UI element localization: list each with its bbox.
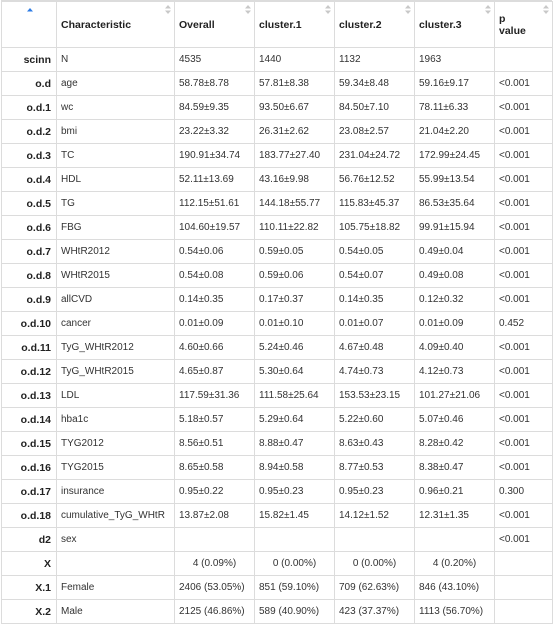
cell-cluster-3: 1963 [415, 48, 495, 72]
cell-overall: 13.87±2.08 [175, 504, 255, 528]
cell-p-value: <0.001 [495, 336, 553, 360]
row-name-cell: o.d.17 [2, 480, 57, 504]
cell-cluster-2: 84.50±7.10 [335, 96, 415, 120]
cell-cluster-1: 5.30±0.64 [255, 360, 335, 384]
cell-characteristic: hba1c [57, 408, 175, 432]
table-row [2, 384, 553, 408]
cell-overall: 2406 (53.05%) [175, 576, 255, 600]
cell-overall: 190.91±34.74 [175, 144, 255, 168]
cell-cluster-3: 4.12±0.73 [415, 360, 495, 384]
cell-cluster-2: 23.08±2.57 [335, 120, 415, 144]
row-name-cell: o.d.8 [2, 264, 57, 288]
cell-cluster-3: 4 (0.20%) [415, 552, 495, 576]
cell-p-value: <0.001 [495, 144, 553, 168]
cell-cluster-3: 0.49±0.04 [415, 240, 495, 264]
cell-cluster-1: 93.50±6.67 [255, 96, 335, 120]
row-name-cell: o.d [2, 72, 57, 96]
table-row [2, 144, 553, 168]
cell-cluster-3: 8.38±0.47 [415, 456, 495, 480]
cell-cluster-2: 0 (0.00%) [335, 552, 415, 576]
cell-characteristic: LDL [57, 384, 175, 408]
table-row [2, 360, 553, 384]
cell-overall: 0.54±0.08 [175, 264, 255, 288]
cell-cluster-3: 101.27±21.06 [415, 384, 495, 408]
row-name-cell: o.d.4 [2, 168, 57, 192]
table-row [2, 216, 553, 240]
column-header-rownames[interactable] [2, 2, 57, 48]
cell-cluster-1: 111.58±25.64 [255, 384, 335, 408]
cell-cluster-3: 5.07±0.46 [415, 408, 495, 432]
row-name-cell: o.d.3 [2, 144, 57, 168]
cell-cluster-2: 1132 [335, 48, 415, 72]
cell-overall [175, 528, 255, 552]
cell-cluster-1: 0.17±0.37 [255, 288, 335, 312]
cell-cluster-3: 0.12±0.32 [415, 288, 495, 312]
cell-p-value: <0.001 [495, 72, 553, 96]
row-name-cell: o.d.6 [2, 216, 57, 240]
cell-cluster-1: 0.59±0.06 [255, 264, 335, 288]
cell-cluster-3: 21.04±2.20 [415, 120, 495, 144]
cell-cluster-1: 5.24±0.46 [255, 336, 335, 360]
table-row [2, 504, 553, 528]
sort-icon[interactable] [245, 5, 251, 14]
cell-cluster-1: 1440 [255, 48, 335, 72]
cell-cluster-3: 55.99±13.54 [415, 168, 495, 192]
row-name-cell: X [2, 552, 57, 576]
cell-characteristic: WHtR2015 [57, 264, 175, 288]
sort-icon[interactable] [543, 5, 549, 14]
cell-characteristic: cancer [57, 312, 175, 336]
column-header-label: cluster.1 [259, 18, 302, 31]
cell-overall: 8.65±0.58 [175, 456, 255, 480]
cell-cluster-1: 183.77±27.40 [255, 144, 335, 168]
table-body [2, 48, 553, 624]
column-header-overall[interactable] [175, 2, 255, 48]
column-header-label: cluster.2 [339, 18, 382, 31]
cell-overall: 4 (0.09%) [175, 552, 255, 576]
row-name-cell: o.d.13 [2, 384, 57, 408]
cell-cluster-2: 0.01±0.07 [335, 312, 415, 336]
row-name-cell: X.2 [2, 600, 57, 624]
cell-cluster-1: 26.31±2.62 [255, 120, 335, 144]
cell-cluster-3: 12.31±1.35 [415, 504, 495, 528]
cell-cluster-2: 59.34±8.48 [335, 72, 415, 96]
cell-characteristic: wc [57, 96, 175, 120]
table-row [2, 336, 553, 360]
cell-overall: 84.59±9.35 [175, 96, 255, 120]
cell-cluster-2: 709 (62.63%) [335, 576, 415, 600]
cell-cluster-2: 5.22±0.60 [335, 408, 415, 432]
cell-cluster-2: 4.74±0.73 [335, 360, 415, 384]
cell-cluster-1: 0.01±0.10 [255, 312, 335, 336]
cell-cluster-1: 8.94±0.58 [255, 456, 335, 480]
cell-overall: 4535 [175, 48, 255, 72]
cell-p-value: <0.001 [495, 120, 553, 144]
cell-overall: 4.60±0.66 [175, 336, 255, 360]
table-row [2, 552, 553, 576]
cell-characteristic: FBG [57, 216, 175, 240]
cell-p-value: 0.300 [495, 480, 553, 504]
cell-overall: 5.18±0.57 [175, 408, 255, 432]
cell-characteristic: TG [57, 192, 175, 216]
cell-overall: 23.22±3.32 [175, 120, 255, 144]
table-row [2, 192, 553, 216]
column-header-cluster-1[interactable] [255, 2, 335, 48]
sort-icon[interactable] [325, 5, 331, 14]
table-row [2, 264, 553, 288]
sort-icon[interactable] [165, 5, 171, 14]
cell-p-value [495, 48, 553, 72]
cell-cluster-2: 4.67±0.48 [335, 336, 415, 360]
cell-cluster-2: 56.76±12.52 [335, 168, 415, 192]
cell-p-value [495, 576, 553, 600]
cell-cluster-1: 110.11±22.82 [255, 216, 335, 240]
cell-cluster-3: 8.28±0.42 [415, 432, 495, 456]
table-row [2, 456, 553, 480]
cell-characteristic: allCVD [57, 288, 175, 312]
cell-characteristic: insurance [57, 480, 175, 504]
row-name-cell: o.d.9 [2, 288, 57, 312]
cell-characteristic: Female [57, 576, 175, 600]
row-name-cell: o.d.18 [2, 504, 57, 528]
sort-icon[interactable] [405, 5, 411, 14]
cell-p-value: <0.001 [495, 288, 553, 312]
cell-overall: 0.95±0.22 [175, 480, 255, 504]
column-header-label: Characteristic [61, 18, 132, 31]
cell-characteristic: TC [57, 144, 175, 168]
cell-cluster-2: 8.77±0.53 [335, 456, 415, 480]
table-row [2, 96, 553, 120]
cell-cluster-2: 153.53±23.15 [335, 384, 415, 408]
cell-characteristic: TyG_WHtR2012 [57, 336, 175, 360]
cell-cluster-3: 0.01±0.09 [415, 312, 495, 336]
cell-cluster-2: 423 (37.37%) [335, 600, 415, 624]
cell-p-value: <0.001 [495, 384, 553, 408]
row-name-cell: o.d.2 [2, 120, 57, 144]
cell-cluster-1: 57.81±8.38 [255, 72, 335, 96]
row-name-cell: X.1 [2, 576, 57, 600]
sort-ascending-icon[interactable] [27, 8, 33, 17]
column-header-label: Overall [179, 18, 215, 31]
row-name-cell: o.d.11 [2, 336, 57, 360]
cell-cluster-3: 846 (43.10%) [415, 576, 495, 600]
cell-characteristic: TYG2012 [57, 432, 175, 456]
cell-characteristic: bmi [57, 120, 175, 144]
cell-cluster-3: 0.96±0.21 [415, 480, 495, 504]
cell-characteristic [57, 552, 175, 576]
column-header-label: cluster.3 [419, 18, 462, 31]
cell-p-value: <0.001 [495, 360, 553, 384]
column-header-cluster-2[interactable] [335, 2, 415, 48]
cell-cluster-1: 0 (0.00%) [255, 552, 335, 576]
cell-overall: 117.59±31.36 [175, 384, 255, 408]
cell-cluster-3: 59.16±9.17 [415, 72, 495, 96]
table-row [2, 72, 553, 96]
cell-characteristic: HDL [57, 168, 175, 192]
cell-p-value: <0.001 [495, 216, 553, 240]
cell-cluster-2: 105.75±18.82 [335, 216, 415, 240]
cell-cluster-3: 4.09±0.40 [415, 336, 495, 360]
table-row [2, 600, 553, 624]
cell-p-value: <0.001 [495, 504, 553, 528]
cell-cluster-1: 5.29±0.64 [255, 408, 335, 432]
row-name-cell: o.d.16 [2, 456, 57, 480]
cell-cluster-3: 99.91±15.94 [415, 216, 495, 240]
cell-p-value: <0.001 [495, 456, 553, 480]
cell-overall: 0.01±0.09 [175, 312, 255, 336]
cell-cluster-1: 851 (59.10%) [255, 576, 335, 600]
cell-cluster-1: 0.59±0.05 [255, 240, 335, 264]
column-header-p-value[interactable] [495, 2, 553, 48]
cell-cluster-2: 8.63±0.43 [335, 432, 415, 456]
cell-overall: 8.56±0.51 [175, 432, 255, 456]
cell-cluster-2: 0.14±0.35 [335, 288, 415, 312]
cell-p-value: 0.452 [495, 312, 553, 336]
cell-characteristic: age [57, 72, 175, 96]
cell-cluster-2: 115.83±45.37 [335, 192, 415, 216]
table-row [2, 480, 553, 504]
table-row [2, 576, 553, 600]
cell-cluster-3: 86.53±35.64 [415, 192, 495, 216]
cell-p-value: <0.001 [495, 168, 553, 192]
table-row [2, 432, 553, 456]
cell-characteristic: sex [57, 528, 175, 552]
row-name-cell: o.d.12 [2, 360, 57, 384]
cell-cluster-1: 589 (40.90%) [255, 600, 335, 624]
sort-icon[interactable] [485, 5, 491, 14]
cell-p-value: <0.001 [495, 264, 553, 288]
column-header-label: p value [499, 12, 526, 37]
cell-cluster-3: 172.99±24.45 [415, 144, 495, 168]
table-row [2, 288, 553, 312]
cell-overall: 2125 (46.86%) [175, 600, 255, 624]
cell-overall: 0.54±0.06 [175, 240, 255, 264]
cell-cluster-1 [255, 528, 335, 552]
cell-characteristic: Male [57, 600, 175, 624]
header-row [2, 2, 553, 48]
cell-cluster-3: 1113 (56.70%) [415, 600, 495, 624]
table-row [2, 120, 553, 144]
cell-p-value: <0.001 [495, 96, 553, 120]
data-table [1, 1, 553, 624]
cell-cluster-1: 0.95±0.23 [255, 480, 335, 504]
cell-characteristic: TYG2015 [57, 456, 175, 480]
row-name-cell: o.d.15 [2, 432, 57, 456]
cell-overall: 112.15±51.61 [175, 192, 255, 216]
table-row [2, 408, 553, 432]
table-row [2, 240, 553, 264]
cell-overall: 58.78±8.78 [175, 72, 255, 96]
cell-overall: 0.14±0.35 [175, 288, 255, 312]
row-name-cell: o.d.5 [2, 192, 57, 216]
cell-overall: 4.65±0.87 [175, 360, 255, 384]
cell-cluster-1: 8.88±0.47 [255, 432, 335, 456]
cell-cluster-1: 15.82±1.45 [255, 504, 335, 528]
row-name-cell: scinn [2, 48, 57, 72]
cell-cluster-2: 0.95±0.23 [335, 480, 415, 504]
cell-p-value: <0.001 [495, 192, 553, 216]
cell-cluster-2: 231.04±24.72 [335, 144, 415, 168]
cell-p-value [495, 600, 553, 624]
cell-characteristic: cumulative_TyG_WHtR [57, 504, 175, 528]
row-name-cell: o.d.7 [2, 240, 57, 264]
cell-cluster-3 [415, 528, 495, 552]
cell-cluster-3: 78.11±6.33 [415, 96, 495, 120]
table-row [2, 48, 553, 72]
cell-cluster-3: 0.49±0.08 [415, 264, 495, 288]
table-row [2, 528, 553, 552]
cell-p-value: <0.001 [495, 528, 553, 552]
table-row [2, 312, 553, 336]
cell-characteristic: WHtR2012 [57, 240, 175, 264]
cell-p-value: <0.001 [495, 408, 553, 432]
cell-p-value: <0.001 [495, 240, 553, 264]
row-name-cell: o.d.10 [2, 312, 57, 336]
cell-cluster-2: 0.54±0.07 [335, 264, 415, 288]
row-name-cell: d2 [2, 528, 57, 552]
cell-p-value [495, 552, 553, 576]
cell-overall: 104.60±19.57 [175, 216, 255, 240]
cell-cluster-2 [335, 528, 415, 552]
cell-cluster-2: 0.54±0.05 [335, 240, 415, 264]
cell-cluster-2: 14.12±1.52 [335, 504, 415, 528]
table-row [2, 168, 553, 192]
row-name-cell: o.d.14 [2, 408, 57, 432]
column-header-cluster-3[interactable] [415, 2, 495, 48]
cell-cluster-1: 144.18±55.77 [255, 192, 335, 216]
column-header-characteristic[interactable] [57, 2, 175, 48]
row-name-cell: o.d.1 [2, 96, 57, 120]
cell-characteristic: TyG_WHtR2015 [57, 360, 175, 384]
cell-p-value: <0.001 [495, 432, 553, 456]
cell-cluster-1: 43.16±9.98 [255, 168, 335, 192]
cell-overall: 52.11±13.69 [175, 168, 255, 192]
cell-characteristic: N [57, 48, 175, 72]
